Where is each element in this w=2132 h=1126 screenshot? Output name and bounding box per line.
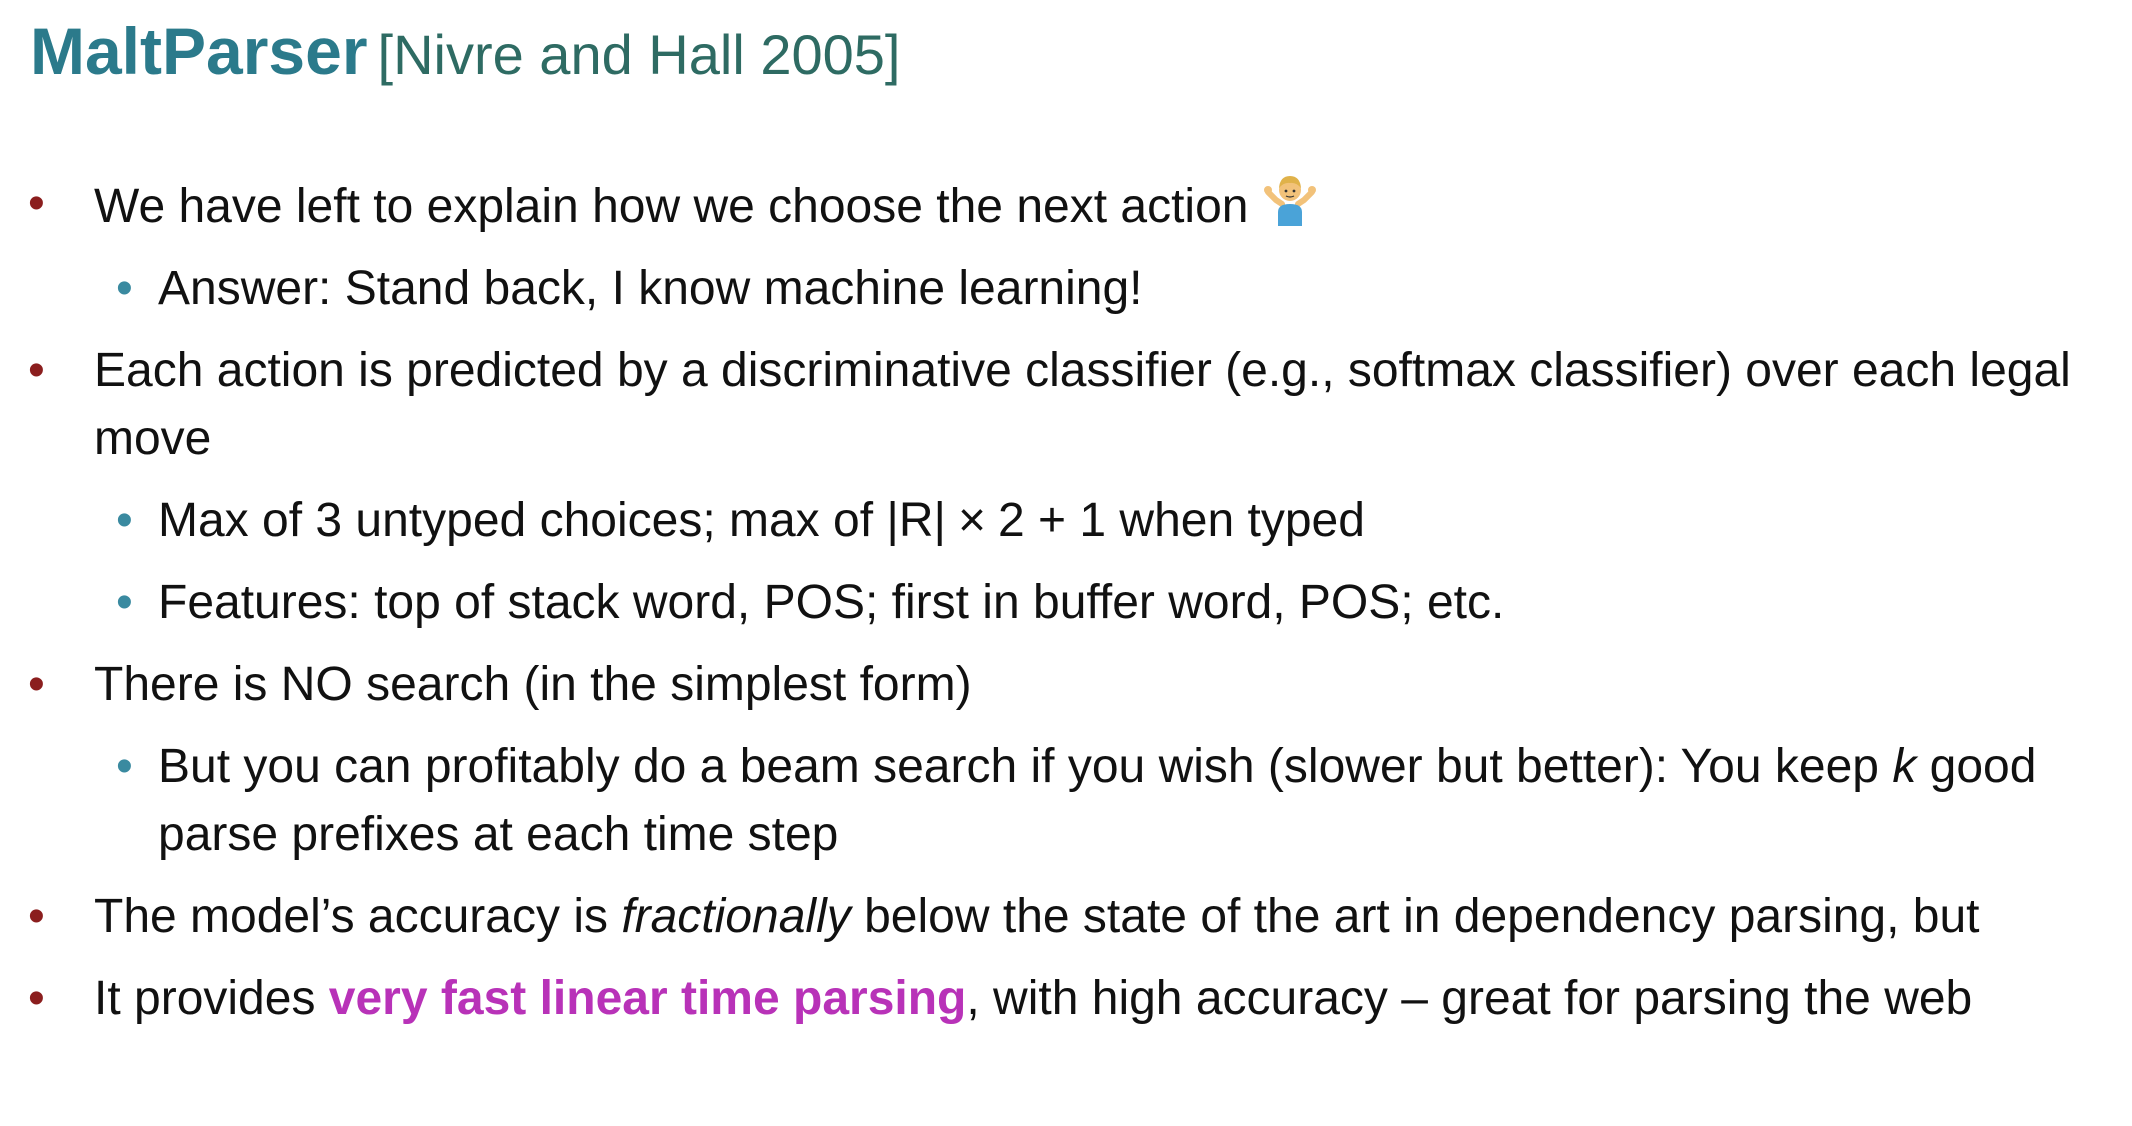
- bullet-dot: •: [28, 177, 45, 230]
- slide-title: [30, 12, 900, 91]
- sub-bullet-text: But you can profitably do a beam search if you wish (slower but better): You keep: [158, 740, 1893, 793]
- sub-bullet-item: [0, 255, 2132, 323]
- sub-bullet-text: Answer: Stand back, I know machine learning!: [158, 262, 1143, 315]
- sub-bullet-item: [0, 733, 2132, 869]
- sub-bullet-text: 2 + 1 when typed: [998, 494, 1365, 547]
- bullet-item: [0, 337, 2132, 473]
- bullet-dot: •: [28, 972, 45, 1025]
- sub-bullet-text: Features: top of stack word, POS; first in buffer word, POS; etc.: [158, 576, 1505, 629]
- bullet-list: [0, 170, 2132, 1047]
- sub-bullet-dot: •: [116, 576, 133, 629]
- bullet-text: There is NO search (in the simplest form): [94, 658, 972, 711]
- bullet-text: We have left to explain how we choose the next action: [94, 180, 1249, 233]
- bullet-text: , with high accuracy – great for parsing the web: [966, 972, 1973, 1025]
- bullet-item: [0, 170, 2132, 241]
- sub-bullet-dot: •: [116, 262, 133, 315]
- person-shrugging-icon: [1262, 170, 1318, 226]
- bullet-text: below the state of the art in dependency parsing, but: [850, 890, 1980, 943]
- bullet-item: [0, 965, 2132, 1033]
- bullet-dot: •: [28, 890, 45, 943]
- title-citation: [Nivre and Hall 2005]: [377, 23, 901, 86]
- times-symbol: ×: [957, 494, 986, 547]
- bullet-text: It provides: [94, 972, 329, 1025]
- sub-bullet-dot: •: [116, 740, 133, 793]
- italic-k: k: [1892, 740, 1917, 793]
- bullet-text: The model’s accuracy is: [94, 890, 622, 943]
- sub-bullet-item: [0, 569, 2132, 637]
- bullet-item: [0, 651, 2132, 719]
- sub-bullet-dot: •: [116, 494, 133, 547]
- sub-bullet-text: Max of 3 untyped choices; max of |R|: [158, 494, 946, 547]
- title-main: MaltParser: [30, 14, 368, 88]
- sub-bullet-item: [0, 487, 2132, 555]
- bullet-text: Each action is predicted by a discriminative classifier (e.g., softmax classifier) over each legal move: [94, 344, 2071, 465]
- bullet-dot: •: [28, 344, 45, 397]
- italic-fractionally: fractionally: [621, 890, 851, 943]
- sub-bullet-text: good parse prefixes at each time step: [158, 740, 2037, 861]
- highlighted-phrase: very fast linear time parsing: [328, 972, 967, 1025]
- bullet-item: [0, 883, 2132, 951]
- bullet-dot: •: [28, 658, 45, 711]
